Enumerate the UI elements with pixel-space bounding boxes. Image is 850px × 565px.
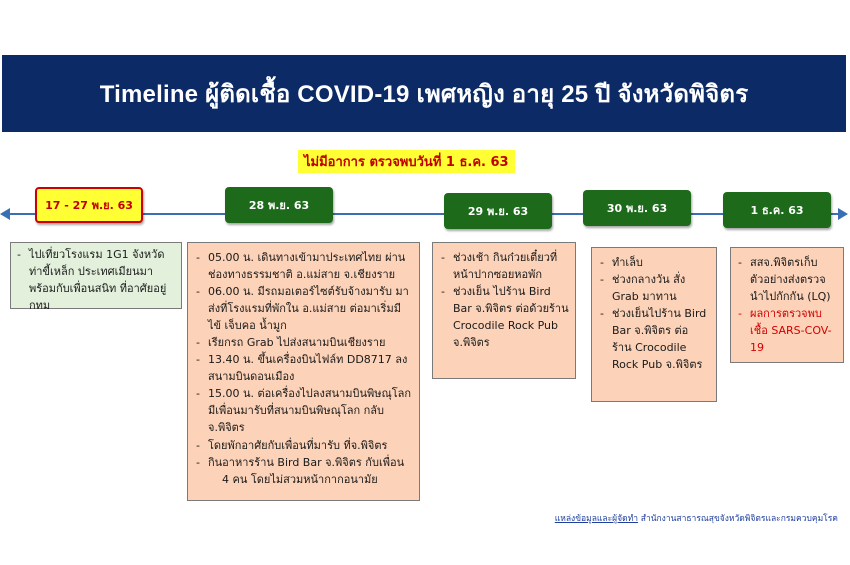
- event-item: - ช่วงเช้า กินก๋วยเตี๋ยวที่หน้าปากซอยหอพัก: [439, 249, 569, 283]
- event-item: - ช่วงเย็นไปร้าน Bird Bar จ.พิจิตร ต่อ ร้าน Crocodile Rock Pub จ.พิจิตร: [598, 305, 710, 373]
- arrow-left-icon: [0, 208, 10, 220]
- event-item: - 06.00 น. มีรถมอเตอร์ไซต์รับจ้างมารับ มาส่งที่โรงแรมที่พักใน อ.แม่สาย ต่อมาเริ่มมีไข้ เจ็บคอ น้ำมูก: [194, 283, 413, 334]
- event-item: - ช่วงเย็น ไปร้าน Bird Bar จ.พิจิตร ต่อด้วยร้าน Crocodile Rock Pub จ.พิจิตร: [439, 283, 569, 351]
- event-item: - กินอาหารร้าน Bird Bar จ.พิจิตร กับเพื่อน: [194, 454, 413, 471]
- source-credit: [555, 511, 838, 525]
- event-item: - สสจ.พิจิตรเก็บตัวอย่างส่งตรวจ นำไปกักกัน (LQ): [736, 254, 838, 305]
- date-box-4: 30 พ.ย. 63: [583, 190, 691, 226]
- event-box-3: [432, 242, 576, 379]
- date-box-1: 17 - 27 พ.ย. 63: [35, 187, 143, 223]
- date-box-3: 29 พ.ย. 63: [444, 193, 552, 229]
- event-item: - 13.40 น. ขึ้นเครื่องบินไฟล์ท DD8717 ลงสนามบินดอนเมือง: [194, 351, 413, 385]
- event-item: - โดยพักอาศัยกับเพื่อนที่มารับ ที่จ.พิจิตร: [194, 437, 413, 454]
- event-item: - ช่วงกลางวัน สั่ง Grab มาทาน: [598, 271, 710, 305]
- event-item: - เรียกรถ Grab ไปส่งสนามบินเชียงราย: [194, 334, 413, 351]
- source-link[interactable]: แหล่งข้อมูลและผู้จัดทำ: [554, 514, 639, 524]
- event-item: - 15.00 น. ต่อเครื่องไปลงสนามบินพิษณุโลก มีเพื่อนมารับที่สนามบินพิษณุโลก กลับจ.พิจิตร: [194, 385, 413, 436]
- alert-result: - ผลการตรวจพบเชื้อ SARS-COV-19: [736, 305, 838, 356]
- date-box-5: 1 ธ.ค. 63: [723, 192, 831, 228]
- event-item: - ทำเล็บ: [598, 254, 710, 271]
- arrow-right-icon: [838, 208, 848, 220]
- no-symptom-note: ไม่มีอาการ ตรวจพบวันที่ 1 ธ.ค. 63: [298, 150, 515, 173]
- event-item: - ไปเที่ยวโรงแรม 1G1 จังหวัดท่าขี้เหล็ก ประเทศเมียนมา พร้อมกับเพื่อนสนิท ที่อาศัยอยู่ กทม: [15, 246, 177, 314]
- event-box-2: [187, 242, 420, 501]
- event-box-5: [730, 247, 844, 363]
- page-title: Timeline ผู้ติดเชื้อ COVID-19 เพศหญิง อายุ 25 ปี จังหวัดพิจิตร: [2, 55, 846, 132]
- event-box-1: [10, 242, 182, 313]
- event-item-continuation: 4 คน โดยไม่สวมหน้ากากอนามัย: [222, 472, 378, 486]
- source-text: สำนักงานสาธารณสุขจังหวัดพิจิตรและกรมควบคุมโรค: [640, 514, 838, 524]
- date-box-2: 28 พ.ย. 63: [225, 187, 333, 223]
- event-box-4: [591, 247, 717, 402]
- event-item: - 05.00 น. เดินทางเข้ามาประเทศไทย ผ่านช่องทางธรรมชาติ อ.แม่สาย จ.เชียงราย: [194, 249, 413, 283]
